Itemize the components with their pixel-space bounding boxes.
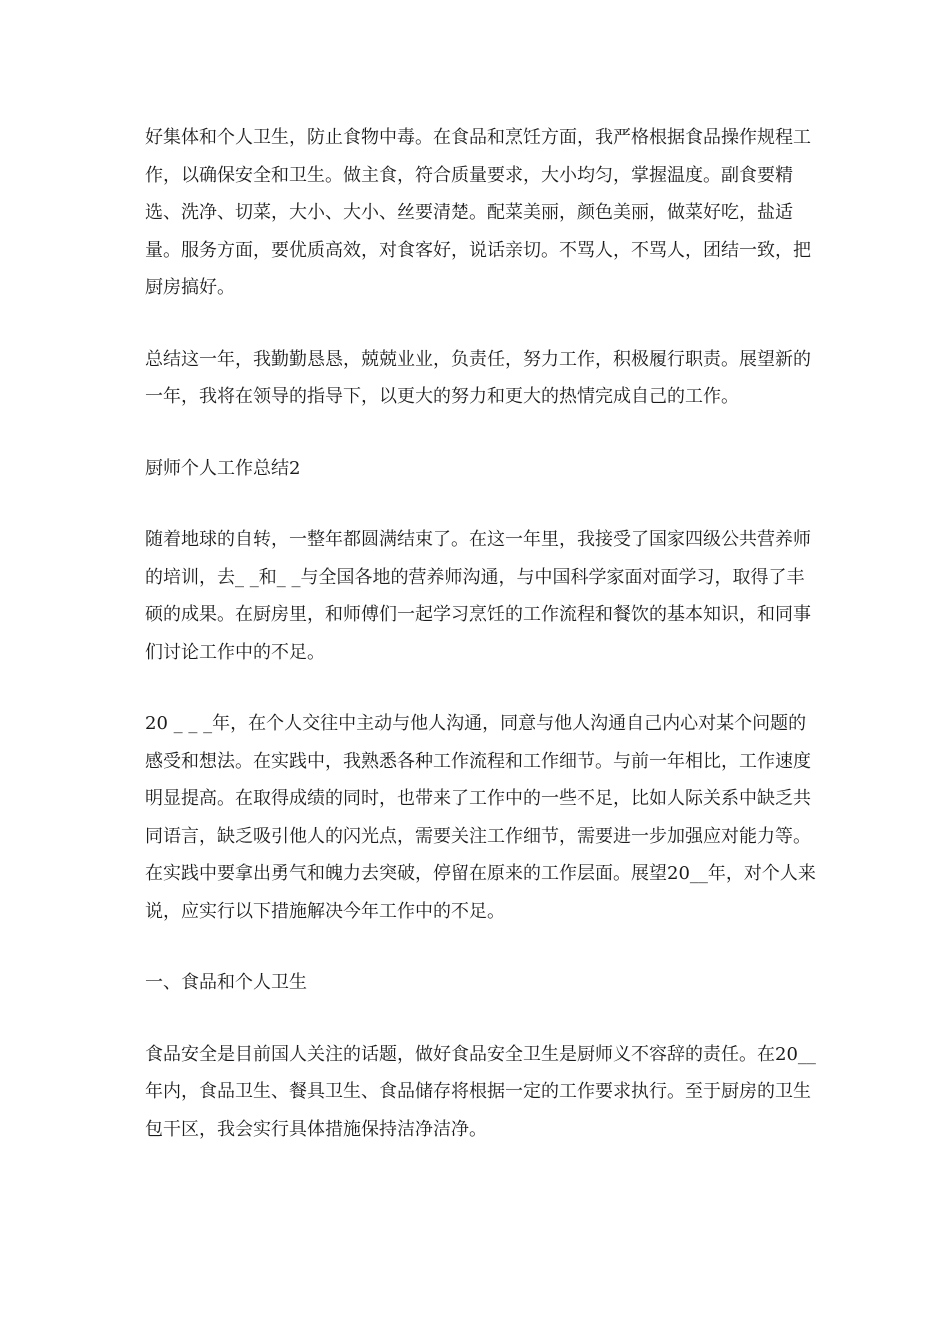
section-heading-food-hygiene: 一、食品和个人卫生 bbox=[145, 972, 307, 993]
document-body bbox=[145, 119, 817, 1182]
paragraph-nutritionist-training: 随着地球的自转，一整年都圆满结束了。在这一年里，我接受了国家四级公共营养师的培训，去_ _和_ _与全国各地的营养师沟通，与中国科学家面对面学习，取得了丰硕的成果。在厨房里，和师傅们一起学习烹饪的工作流程和餐饮的基本知识，和同事们讨论工作中的不足。 bbox=[145, 529, 811, 663]
paragraph-year-summary: 总结这一年，我勤勤恳恳，兢兢业业，负责任，努力工作，积极履行职责。展望新的一年，我将在领导的指导下，以更大的努力和更大的热情完成自己的工作。 bbox=[145, 348, 811, 407]
paragraph-food-safety: 食品安全是目前国人关注的话题，做好食品安全卫生是厨师义不容辞的责任。在20__年内，食品卫生、餐具卫生、食品储存将根据一定的工作要求执行。至于厨房的卫生包干区，我会实行具体措施保持洁净洁净。 bbox=[145, 1043, 816, 1140]
paragraph-personal-communication: 20 _ _ _年，在个人交往中主动与他人沟通，同意与他人沟通自己内心对某个问题的感受和想法。在实践中，我熟悉各种工作流程和工作细节。与前一年相比，工作速度明显提高。在取得成绩的同时，也带来了工作中的一些不足，比如人际关系中缺乏共同语言，缺乏吸引他人的闪光点，需要关注工作细节，需要进一步加强应对能力等。在实践中要拿出勇气和魄力去突破，停留在原来的工作层面。展望20__年，对个人来说，应实行以下措施解决今年工作中的不足。 bbox=[145, 713, 816, 922]
paragraph-hygiene-cooking: 好集体和个人卫生，防止食物中毒。在食品和烹饪方面，我严格根据食品操作规程工作，以确保安全和卫生。做主食，符合质量要求，大小均匀，掌握温度。副食要精选、洗净、切菜，大小、大小、丝要清楚。配菜美丽，颜色美丽，做菜好吃，盐适量。服务方面，要优质高效，对食客好，说话亲切。不骂人，不骂人，团结一致，把厨房搞好。 bbox=[145, 127, 811, 298]
section-heading-summary-2: 厨师个人工作总结2 bbox=[145, 457, 301, 479]
